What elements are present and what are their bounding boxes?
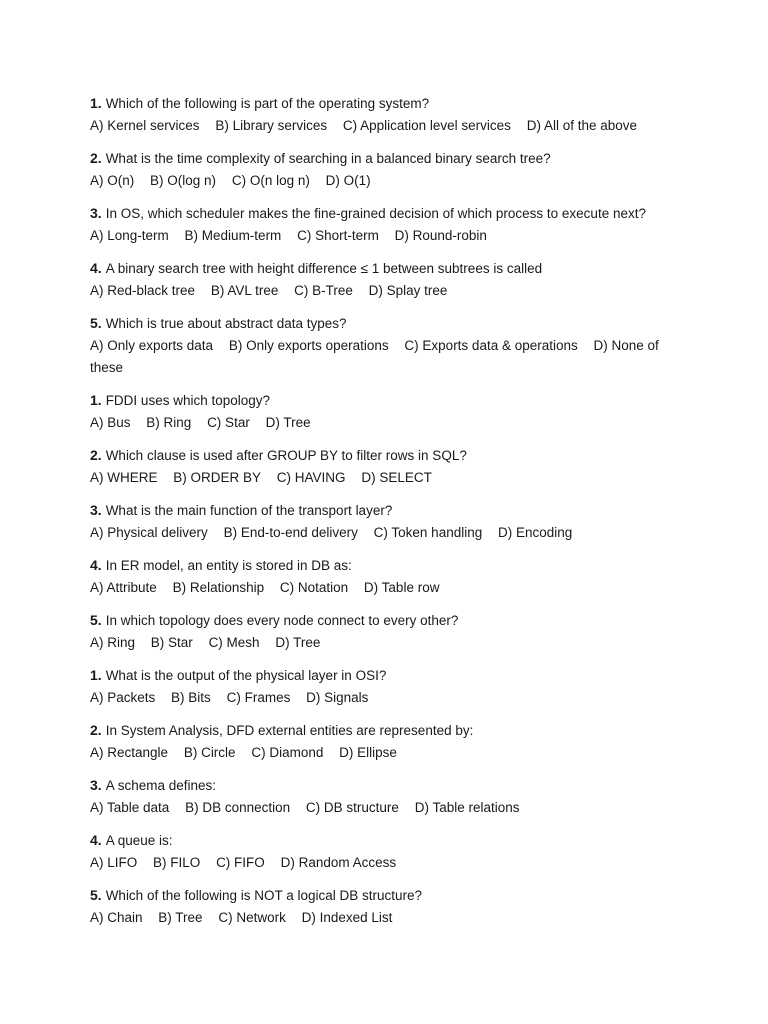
question-line — [90, 147, 690, 170]
question-block — [90, 499, 690, 544]
question-block — [90, 389, 690, 434]
question-line — [90, 664, 690, 687]
answer-option: A) Physical delivery — [90, 525, 208, 540]
answer-option: B) Tree — [158, 910, 203, 925]
question-text: In OS, which scheduler makes the fine-grained decision of which process to execute next? — [105, 206, 646, 221]
options-line — [90, 522, 670, 544]
question-text: A binary search tree with height difference ≤ 1 between subtrees is called — [105, 261, 543, 276]
answer-option: B) Medium-term — [184, 228, 282, 243]
answer-option: A) Only exports data — [90, 338, 214, 353]
answer-option: B) End-to-end delivery — [223, 525, 358, 540]
answer-option: A) Chain — [90, 910, 143, 925]
answer-option: C) Application level services — [342, 118, 511, 133]
answer-option: A) Bus — [90, 415, 131, 430]
answer-option: A) LIFO — [90, 855, 138, 870]
question-text: Which clause is used after GROUP BY to filter rows in SQL? — [105, 448, 467, 463]
answer-option: A) Red-black tree — [90, 283, 196, 298]
answer-option: D) Table relations — [414, 800, 520, 815]
question-number: 2. — [90, 447, 102, 463]
answer-option: A) Kernel services — [90, 118, 200, 133]
question-number: 5. — [90, 887, 102, 903]
options-line — [90, 852, 670, 874]
question-block — [90, 257, 690, 302]
answer-option: C) Star — [207, 415, 250, 430]
question-text: What is the time complexity of searching in a balanced binary search tree? — [105, 151, 551, 166]
question-line — [90, 499, 690, 522]
question-number: 3. — [90, 502, 102, 518]
answer-option: D) O(1) — [325, 173, 371, 188]
answer-option: D) Round-robin — [394, 228, 487, 243]
question-text: Which of the following is NOT a logical DB structure? — [105, 888, 423, 903]
answer-option: B) Relationship — [172, 580, 265, 595]
options-line — [90, 412, 670, 434]
answer-option: B) Circle — [183, 745, 236, 760]
question-text: In which topology does every node connect to every other? — [105, 613, 459, 628]
answer-option: D) All of the above — [526, 118, 638, 133]
question-line — [90, 202, 690, 225]
answer-option: C) Token handling — [373, 525, 483, 540]
options-line — [90, 225, 670, 247]
question-block — [90, 554, 690, 599]
answer-option: C) Exports data & operations — [404, 338, 578, 353]
question-number: 1. — [90, 667, 102, 683]
question-block — [90, 719, 690, 764]
answer-option: D) Splay tree — [368, 283, 448, 298]
question-text: In System Analysis, DFD external entities are represented by: — [105, 723, 474, 738]
question-number: 5. — [90, 315, 102, 331]
question-block — [90, 92, 690, 137]
answer-option: A) WHERE — [90, 470, 158, 485]
question-line — [90, 774, 690, 797]
answer-option: C) HAVING — [276, 470, 346, 485]
answer-option: D) Ellipse — [339, 745, 397, 760]
answer-option: A) Table data — [90, 800, 170, 815]
answer-option: C) O(n log n) — [231, 173, 310, 188]
options-line — [90, 115, 670, 137]
options-line — [90, 170, 670, 192]
options-line — [90, 577, 670, 599]
answer-option: B) Library services — [215, 118, 328, 133]
answer-option: B) DB connection — [185, 800, 291, 815]
question-block — [90, 312, 690, 379]
options-line — [90, 742, 670, 764]
answer-option: A) Ring — [90, 635, 136, 650]
question-list — [90, 92, 690, 939]
answer-option: B) Ring — [146, 415, 192, 430]
question-line — [90, 609, 690, 632]
question-line — [90, 554, 690, 577]
question-block — [90, 664, 690, 709]
answer-option: D) Tree — [265, 415, 311, 430]
answer-option: B) ORDER BY — [173, 470, 262, 485]
question-line — [90, 829, 690, 852]
answer-option: D) Random Access — [280, 855, 397, 870]
question-text: Which of the following is part of the operating system? — [105, 96, 430, 111]
answer-option: D) Table row — [363, 580, 440, 595]
question-text: What is the output of the physical layer in OSI? — [105, 668, 387, 683]
answer-option: D) Signals — [306, 690, 369, 705]
answer-option: D) Tree — [275, 635, 321, 650]
question-block — [90, 609, 690, 654]
question-line — [90, 444, 690, 467]
answer-option: A) O(n) — [90, 173, 135, 188]
question-number: 4. — [90, 260, 102, 276]
question-number: 2. — [90, 150, 102, 166]
options-line — [90, 687, 670, 709]
question-line — [90, 92, 690, 115]
question-number: 2. — [90, 722, 102, 738]
question-text: FDDI uses which topology? — [105, 393, 271, 408]
question-block — [90, 884, 690, 929]
answer-option: C) Network — [218, 910, 286, 925]
answer-option: C) Diamond — [251, 745, 324, 760]
question-text: A queue is: — [105, 833, 173, 848]
answer-option: D) Encoding — [498, 525, 573, 540]
answer-option: C) FIFO — [216, 855, 265, 870]
question-line — [90, 719, 690, 742]
answer-option: D) None of these — [90, 338, 659, 375]
question-text: A schema defines: — [105, 778, 217, 793]
options-line — [90, 335, 670, 379]
question-block — [90, 829, 690, 874]
answer-option: B) FILO — [153, 855, 201, 870]
answer-option: C) Mesh — [208, 635, 260, 650]
question-block — [90, 202, 690, 247]
answer-option: B) Bits — [171, 690, 211, 705]
answer-option: C) Notation — [279, 580, 349, 595]
answer-option: C) DB structure — [305, 800, 399, 815]
question-number: 3. — [90, 205, 102, 221]
question-number: 1. — [90, 95, 102, 111]
answer-option: B) AVL tree — [210, 283, 279, 298]
question-number: 1. — [90, 392, 102, 408]
question-line — [90, 312, 690, 335]
question-block — [90, 147, 690, 192]
answer-option: C) Short-term — [297, 228, 379, 243]
answer-option: A) Long-term — [90, 228, 169, 243]
question-number: 5. — [90, 612, 102, 628]
options-line — [90, 280, 670, 302]
question-number: 3. — [90, 777, 102, 793]
answer-option: B) O(log n) — [150, 173, 217, 188]
question-number: 4. — [90, 557, 102, 573]
question-line — [90, 257, 690, 280]
answer-option: D) Indexed List — [301, 910, 393, 925]
question-line — [90, 389, 690, 412]
question-number: 4. — [90, 832, 102, 848]
answer-option: C) B-Tree — [294, 283, 353, 298]
question-text: Which is true about abstract data types? — [105, 316, 347, 331]
question-text: What is the main function of the transport layer? — [105, 503, 393, 518]
answer-option: B) Only exports operations — [228, 338, 389, 353]
question-block — [90, 774, 690, 819]
question-line — [90, 884, 690, 907]
answer-option: B) Star — [150, 635, 193, 650]
question-block — [90, 444, 690, 489]
answer-option: D) SELECT — [361, 470, 432, 485]
answer-option: A) Rectangle — [90, 745, 169, 760]
options-line — [90, 907, 670, 929]
options-line — [90, 797, 670, 819]
answer-option: A) Attribute — [90, 580, 157, 595]
answer-option: C) Frames — [226, 690, 291, 705]
question-text: In ER model, an entity is stored in DB as: — [105, 558, 352, 573]
options-line — [90, 632, 670, 654]
options-line — [90, 467, 670, 489]
answer-option: A) Packets — [90, 690, 156, 705]
